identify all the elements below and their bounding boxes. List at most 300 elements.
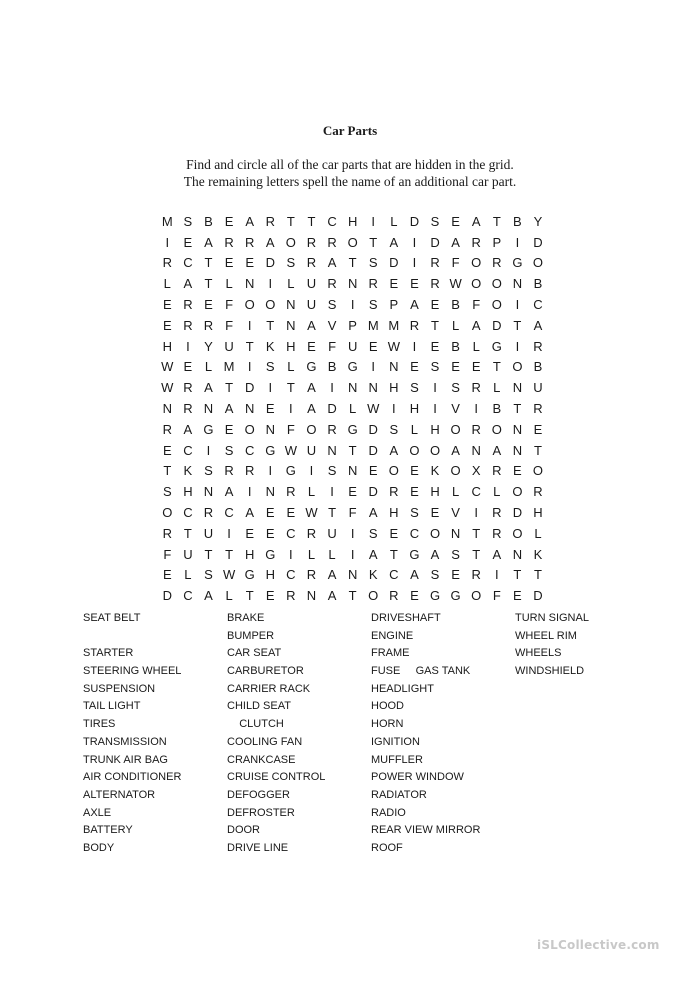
grid-letter: E <box>265 401 275 417</box>
grid-letter: L <box>328 546 336 562</box>
grid-letter: O <box>450 463 461 479</box>
grid-letter: U <box>224 338 234 354</box>
grid-letter: S <box>368 525 378 541</box>
grid-letter: I <box>289 401 293 417</box>
grid-row <box>157 585 548 606</box>
watermark-logo: iSLCollective.com <box>537 938 660 952</box>
grid-letter: O <box>450 421 461 437</box>
grid-letter: T <box>389 546 398 562</box>
word-list-item: IGNITION <box>371 735 420 748</box>
grid-letter: D <box>162 588 172 604</box>
grid-letter: D <box>430 234 440 250</box>
grid-letter: C <box>389 567 399 583</box>
grid-letter: L <box>204 359 213 375</box>
grid-letter: F <box>451 255 460 271</box>
grid-row <box>157 377 548 398</box>
word-search-grid <box>157 211 548 606</box>
grid-letter: L <box>349 401 357 417</box>
grid-letter: O <box>532 463 544 479</box>
word-list-item: COOLING FAN <box>227 735 303 748</box>
grid-letter: E <box>265 525 275 541</box>
grid-letter: W <box>222 567 236 583</box>
grid-letter: V <box>451 401 460 417</box>
grid-letter: N <box>389 359 399 375</box>
grid-letter: B <box>513 213 522 229</box>
grid-letter: I <box>330 380 334 396</box>
grid-letter: N <box>512 380 523 396</box>
grid-letter: A <box>368 505 378 521</box>
grid-letter: R <box>183 317 193 333</box>
word-list-item: WHEELS <box>515 647 562 660</box>
word-list-item: CARBURETOR <box>227 665 304 678</box>
grid-letter: E <box>430 505 440 521</box>
grid-letter: D <box>368 442 378 458</box>
grid-letter: L <box>451 317 460 333</box>
grid-row <box>157 565 548 586</box>
word-list-item: ENGINE <box>371 629 414 642</box>
grid-letter: E <box>410 484 419 500</box>
grid-letter: E <box>368 338 378 354</box>
grid-letter: T <box>307 213 316 229</box>
word-list-item: MUFFLER <box>371 753 423 766</box>
grid-letter: E <box>245 525 254 541</box>
grid-letter: E <box>513 588 522 604</box>
grid-letter: W <box>161 380 174 396</box>
grid-letter: B <box>327 359 337 375</box>
grid-letter: S <box>368 255 378 271</box>
grid-letter: H <box>265 567 275 583</box>
grid-letter: T <box>286 380 295 396</box>
grid-letter: R <box>471 234 481 250</box>
grid-letter: N <box>306 588 317 604</box>
grid-letter: B <box>451 297 460 313</box>
grid-letter: H <box>162 338 172 354</box>
grid-row <box>157 273 548 294</box>
grid-letter: R <box>286 484 296 500</box>
grid-letter: E <box>410 588 419 604</box>
grid-row <box>157 523 548 544</box>
word-list-item: ALTERNATOR <box>83 788 156 801</box>
grid-letter: L <box>307 546 316 562</box>
grid-letter: E <box>410 276 419 292</box>
grid-letter: R <box>265 213 275 229</box>
grid-letter: R <box>492 255 502 271</box>
grid-letter: A <box>204 234 213 250</box>
grid-letter: R <box>162 255 172 271</box>
grid-letter: R <box>430 276 440 292</box>
grid-letter: G <box>409 546 420 562</box>
grid-letter: W <box>161 359 174 375</box>
grid-letter: S <box>430 213 440 229</box>
grid-letter: W <box>387 338 400 354</box>
grid-letter: T <box>225 546 234 562</box>
word-list-item: AXLE <box>83 806 112 819</box>
grid-letter: H <box>389 380 399 396</box>
grid-letter: K <box>265 338 275 354</box>
grid-letter: I <box>268 380 273 396</box>
grid-letter: T <box>286 213 295 229</box>
grid-letter: G <box>491 338 502 354</box>
grid-letter: T <box>492 359 501 375</box>
grid-letter: E <box>162 442 172 458</box>
grid-letter: U <box>306 442 317 458</box>
word-list-item: CAR SEAT <box>227 647 282 660</box>
grid-letter: I <box>165 234 170 250</box>
grid-letter: I <box>474 401 479 417</box>
word-list-item: SEAT BELT <box>83 612 141 624</box>
grid-letter: E <box>430 338 440 354</box>
grid-letter: R <box>533 401 543 417</box>
grid-letter: G <box>265 546 276 562</box>
grid-letter: T <box>204 255 213 271</box>
grid-letter: A <box>265 234 275 250</box>
grid-letter: C <box>286 567 296 583</box>
grid-letter: C <box>409 525 420 541</box>
grid-letter: U <box>306 276 317 292</box>
grid-letter: T <box>245 588 254 604</box>
grid-letter: L <box>410 421 419 437</box>
word-list-item: HEADLIGHT <box>371 682 434 695</box>
word-list-item: CRANKCASE <box>227 753 296 766</box>
grid-letter: W <box>449 276 462 292</box>
grid-letter: A <box>327 255 337 271</box>
grid-letter: O <box>244 297 255 313</box>
grid-letter: N <box>244 276 255 292</box>
word-list-item: RADIATOR <box>371 788 427 801</box>
grid-letter: N <box>512 276 523 292</box>
word-list-item: DEFOGGER <box>227 788 290 801</box>
grid-letter: D <box>368 421 378 437</box>
grid-letter: I <box>515 234 520 250</box>
grid-letter: T <box>328 505 337 521</box>
grid-letter: E <box>513 463 522 479</box>
grid-letter: U <box>183 546 193 562</box>
grid-letter: N <box>286 297 296 313</box>
grid-letter: C <box>183 505 193 521</box>
grid-letter: R <box>306 525 317 541</box>
grid-letter: O <box>162 505 173 521</box>
instructions <box>0 156 700 190</box>
grid-letter: R <box>306 234 317 250</box>
grid-letter: I <box>247 359 252 375</box>
grid-letter: A <box>307 380 316 396</box>
word-list-column-1 <box>83 610 181 858</box>
word-list-item: CARRIER RACK <box>227 682 311 695</box>
grid-letter: A <box>368 546 378 562</box>
word-list-item: POWER WINDOW <box>371 771 464 784</box>
word-list-item: CHILD SEAT <box>227 700 291 713</box>
word-list-item: HORN <box>371 718 404 731</box>
grid-letter: I <box>247 484 252 500</box>
grid-letter: O <box>409 442 420 458</box>
grid-letter: H <box>347 213 358 229</box>
grid-letter: T <box>348 588 357 604</box>
grid-letter: E <box>162 297 172 313</box>
grid-letter: N <box>203 401 214 417</box>
grid-letter: F <box>472 297 481 313</box>
grid-letter: T <box>513 401 522 417</box>
grid-letter: N <box>244 401 255 417</box>
grid-letter: A <box>183 421 193 437</box>
grid-letter: H <box>286 338 296 354</box>
word-list-column-4 <box>515 610 589 681</box>
grid-letter: D <box>492 317 502 333</box>
word-list-item: AIR CONDITIONER <box>83 771 182 784</box>
word-list-item: FUSE GAS TANK <box>371 665 471 678</box>
word-list-item <box>83 628 181 646</box>
grid-letter: I <box>371 359 376 375</box>
grid-letter: I <box>330 484 334 500</box>
grid-letter: I <box>433 380 437 396</box>
grid-letter: I <box>433 401 437 417</box>
grid-letter: O <box>368 588 379 604</box>
grid-row <box>157 253 548 274</box>
grid-letter: B <box>451 338 460 354</box>
grid-letter: K <box>368 567 378 583</box>
grid-letter: T <box>513 567 522 583</box>
grid-letter: A <box>327 588 337 604</box>
grid-letter: T <box>266 317 275 333</box>
grid-letter: I <box>289 546 293 562</box>
grid-letter: F <box>492 588 501 604</box>
word-list-item: DOOR <box>227 824 260 837</box>
grid-letter: V <box>451 505 460 521</box>
grid-letter: A <box>204 588 213 604</box>
grid-letter: S <box>265 359 275 375</box>
word-list-item: SUSPENSION <box>83 682 156 695</box>
word-list-item: CLUTCH <box>227 718 284 731</box>
grid-letter: A <box>389 442 399 458</box>
grid-letter: B <box>492 401 502 417</box>
grid-letter: R <box>389 484 399 500</box>
grid-letter: I <box>268 463 273 479</box>
grid-letter: C <box>183 442 193 458</box>
grid-row <box>157 211 548 232</box>
grid-letter: F <box>348 505 357 521</box>
grid-letter: F <box>286 421 295 437</box>
word-list-item: TAIL LIGHT <box>83 700 141 713</box>
word-list-item: ROOF <box>371 841 403 854</box>
grid-letter: V <box>327 317 337 333</box>
grid-letter: O <box>532 255 544 271</box>
grid-letter: A <box>430 546 440 562</box>
grid-letter: Y <box>533 213 543 229</box>
grid-letter: D <box>409 213 420 229</box>
grid-letter: C <box>244 442 255 458</box>
grid-letter: K <box>183 463 193 479</box>
grid-letter: E <box>204 297 213 313</box>
grid-letter: C <box>183 588 193 604</box>
word-list-item: WINDSHIELD <box>515 665 585 678</box>
grid-row <box>157 481 548 502</box>
grid-letter: E <box>224 255 234 271</box>
grid-letter: R <box>409 317 420 333</box>
grid-row <box>157 419 548 440</box>
grid-letter: E <box>451 213 460 229</box>
grid-letter: R <box>224 463 234 479</box>
grid-letter: T <box>492 213 501 229</box>
grid-letter: E <box>389 276 399 292</box>
word-list-item: WHEEL RIM <box>515 629 577 642</box>
grid-letter: N <box>347 567 358 583</box>
grid-letter: T <box>225 380 234 396</box>
grid-letter: I <box>515 297 520 313</box>
grid-letter: S <box>410 380 419 396</box>
grid-letter: E <box>265 588 275 604</box>
word-list-item: STEERING WHEEL <box>83 665 182 678</box>
grid-row <box>157 461 548 482</box>
grid-letter: O <box>491 276 502 292</box>
instructions-line-2: The remaining letters spell the name of an additional car part. <box>183 174 517 189</box>
grid-letter: A <box>245 505 254 521</box>
grid-letter: R <box>162 525 172 541</box>
grid-letter: R <box>327 276 337 292</box>
grid-letter: A <box>224 401 234 417</box>
grid-letter: A <box>183 276 193 292</box>
grid-letter: E <box>471 359 481 375</box>
grid-letter: A <box>410 297 419 313</box>
grid-letter: G <box>512 255 523 271</box>
grid-letter: R <box>533 338 543 354</box>
grid-letter: H <box>183 484 193 500</box>
grid-letter: T <box>369 234 378 250</box>
grid-letter: H <box>244 546 255 562</box>
grid-letter: L <box>287 359 295 375</box>
grid-letter: B <box>533 276 543 292</box>
grid-letter: G <box>429 588 441 604</box>
grid-letter: I <box>227 525 231 541</box>
grid-letter: F <box>225 317 234 333</box>
grid-letter: R <box>224 234 234 250</box>
grid-letter: S <box>183 213 193 229</box>
grid-letter: I <box>412 338 417 354</box>
grid-letter: R <box>183 297 193 313</box>
grid-row <box>157 336 548 357</box>
grid-letter: O <box>429 525 441 541</box>
grid-letter: K <box>430 463 440 479</box>
grid-letter: B <box>533 359 543 375</box>
grid-letter: N <box>327 442 337 458</box>
grid-letter: L <box>451 484 460 500</box>
grid-letter: N <box>203 484 214 500</box>
grid-letter: O <box>491 421 502 437</box>
grid-letter: N <box>450 525 461 541</box>
grid-letter: L <box>534 525 542 541</box>
grid-letter: E <box>265 505 275 521</box>
grid-letter: R <box>183 401 193 417</box>
grid-letter: P <box>492 234 502 250</box>
grid-letter: U <box>533 380 543 396</box>
grid-letter: H <box>389 505 399 521</box>
grid-letter: E <box>183 359 193 375</box>
grid-letter: A <box>492 546 502 562</box>
grid-letter: L <box>163 276 171 292</box>
grid-letter: E <box>286 505 296 521</box>
grid-letter: A <box>410 567 419 583</box>
grid-letter: L <box>287 276 295 292</box>
grid-letter: M <box>367 317 379 333</box>
grid-letter: A <box>224 484 234 500</box>
grid-letter: E <box>430 297 440 313</box>
grid-letter: L <box>307 484 316 500</box>
grid-letter: S <box>451 380 460 396</box>
grid-letter: O <box>244 421 255 437</box>
grid-letter: E <box>162 317 172 333</box>
word-list-item: BUMPER <box>227 629 275 642</box>
grid-letter: C <box>224 505 234 521</box>
grid-row <box>157 544 548 565</box>
grid-letter: R <box>492 505 502 521</box>
grid-letter: L <box>225 276 233 292</box>
grid-letter: E <box>224 213 234 229</box>
grid-letter: S <box>430 359 440 375</box>
grid-letter: R <box>471 380 481 396</box>
grid-letter: L <box>472 338 480 354</box>
grid-letter: R <box>471 421 481 437</box>
grid-letter: I <box>494 567 499 583</box>
grid-letter: M <box>388 317 400 333</box>
word-list-item: TRUNK AIR BAG <box>83 753 168 766</box>
grid-letter: I <box>186 338 190 354</box>
grid-letter: A <box>307 401 316 417</box>
word-list-item: STARTER <box>83 647 134 660</box>
grid-letter: H <box>409 401 420 417</box>
grid-letter: T <box>204 546 213 562</box>
grid-letter: U <box>306 297 317 313</box>
grid-letter: I <box>412 255 417 271</box>
grid-letter: R <box>533 484 543 500</box>
grid-letter: C <box>183 255 193 271</box>
grid-letter: L <box>390 213 398 229</box>
grid-letter: R <box>368 276 378 292</box>
grid-letter: R <box>286 588 296 604</box>
grid-row <box>157 315 548 336</box>
grid-letter: M <box>161 213 173 229</box>
word-list-item: DEFROSTER <box>227 806 295 819</box>
grid-letter: O <box>512 359 523 375</box>
grid-letter: T <box>245 338 254 354</box>
grid-letter: N <box>347 276 358 292</box>
word-list-item: TIRES <box>83 718 116 731</box>
grid-letter: N <box>471 442 481 458</box>
grid-letter: A <box>245 213 254 229</box>
grid-letter: T <box>534 567 542 583</box>
grid-letter: M <box>223 359 235 375</box>
grid-letter: R <box>203 317 214 333</box>
grid-letter: L <box>225 588 233 604</box>
grid-letter: W <box>367 401 380 417</box>
grid-letter: L <box>493 484 501 500</box>
grid-letter: E <box>224 421 234 437</box>
grid-letter: E <box>368 463 378 479</box>
word-list-item: REAR VIEW MIRROR <box>371 824 481 837</box>
word-list-item: DRIVE LINE <box>227 841 289 854</box>
grid-letter: O <box>471 588 482 604</box>
grid-letter: T <box>534 442 542 458</box>
grid-letter: N <box>512 442 523 458</box>
grid-letter: D <box>265 255 275 271</box>
word-list-item: TRANSMISSION <box>83 735 167 748</box>
grid-letter: D <box>368 484 378 500</box>
grid-letter: W <box>284 442 297 458</box>
grid-letter: G <box>306 359 317 375</box>
grid-letter: X <box>471 463 481 479</box>
grid-letter: H <box>430 484 440 500</box>
grid-letter: S <box>204 463 213 479</box>
grid-letter: S <box>286 255 296 271</box>
grid-letter: S <box>368 297 378 313</box>
grid-letter: O <box>285 234 296 250</box>
